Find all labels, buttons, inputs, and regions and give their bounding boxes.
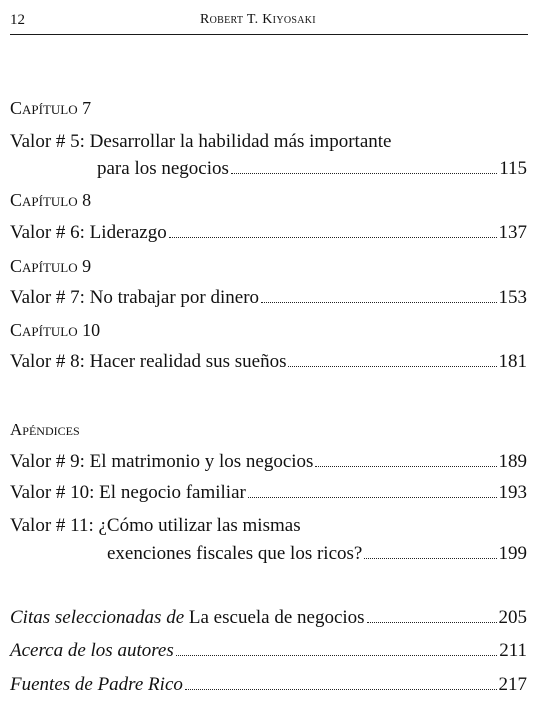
dot-leader (364, 558, 496, 559)
dot-leader (261, 302, 496, 303)
toc-entry (10, 451, 527, 477)
toc-entry-line: Valor # 11: ¿Cómo utilizar las mismas (10, 515, 301, 536)
toc-entry (10, 640, 527, 666)
toc-entry-text: exenciones fiscales que los ricos? (107, 543, 363, 564)
toc-entry (10, 482, 527, 508)
dot-leader (176, 655, 497, 656)
toc-page-number: 137 (498, 222, 527, 243)
dot-leader (288, 366, 496, 367)
dot-leader (169, 237, 497, 238)
toc-page-number: 199 (498, 543, 527, 564)
toc-entry (10, 351, 527, 377)
toc-entry (107, 543, 527, 569)
dot-leader (315, 466, 496, 467)
toc-page-number: 153 (498, 287, 527, 308)
toc-entry-italic: Acerca de los autores (10, 640, 174, 661)
page-header (10, 12, 528, 35)
toc-page-number: 193 (498, 482, 527, 503)
toc-entry-text: Valor # 8: Hacer realidad sus sueños (10, 351, 287, 372)
toc-entry-text: Valor # 7: No trabajar por dinero (10, 287, 260, 308)
toc-page-number: 211 (499, 640, 527, 661)
toc-entry-text: Valor # 10: El negocio familiar (10, 482, 246, 503)
toc-entry-roman: La escuela de negocios (184, 607, 365, 628)
dot-leader (248, 497, 497, 498)
page-number: 12 (10, 12, 25, 28)
toc-entry (97, 158, 527, 184)
toc-entry (10, 287, 527, 313)
toc-entry-text: Valor # 9: El matrimonio y los negocios (10, 451, 314, 472)
chapter-heading: Capítulo 9 (10, 256, 92, 276)
toc-entry-italic: Fuentes de Padre Rico (10, 674, 183, 695)
chapter-heading: Capítulo 7 (10, 98, 92, 118)
appendices-heading: Apéndices (10, 420, 80, 439)
toc-entry-text: Valor # 6: Liderazgo (10, 222, 167, 243)
toc-entry (10, 674, 527, 700)
toc-entry-line: Valor # 5: Desarrollar la habilidad más importante (10, 131, 392, 152)
dot-leader (185, 689, 497, 690)
chapter-heading: Capítulo 10 (10, 320, 101, 340)
toc-page-number: 115 (499, 158, 527, 179)
running-head: Robert T. Kiyosaki (200, 12, 316, 27)
toc-entry-italic: Citas seleccionadas de (10, 607, 185, 628)
toc-page-number: 189 (498, 451, 527, 472)
toc-entry (10, 222, 527, 248)
toc-entry-text (10, 607, 365, 629)
dot-leader (367, 622, 497, 623)
toc-entry-text: para los negocios (97, 158, 229, 179)
toc-page-number: 205 (498, 607, 527, 628)
toc-entry (10, 607, 527, 633)
dot-leader (231, 173, 497, 174)
chapter-heading: Capítulo 8 (10, 190, 92, 210)
toc-page-number: 181 (498, 351, 527, 372)
toc-page-number: 217 (498, 674, 527, 695)
